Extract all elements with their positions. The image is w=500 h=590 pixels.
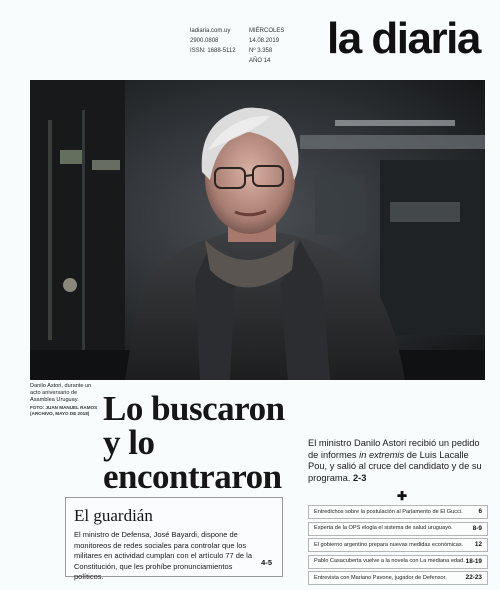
index-item[interactable] [308, 571, 488, 585]
index-item-text: Entredichos sobre la postulación al Parlamento de El Gucci. [314, 508, 463, 515]
index-item-page: 18-19 [465, 557, 482, 565]
lede-text-start: El ministro Danilo Astori recibió un pedido de informes [308, 438, 480, 460]
plus-icon: ✚ [397, 489, 408, 503]
issue-date: 14.08.2019 [249, 38, 280, 44]
index-item[interactable] [308, 555, 488, 569]
index-item-text: Entrevista con Mariano Pavone, jugador de Defensor. [314, 574, 447, 581]
index-item[interactable] [308, 522, 488, 536]
issue-number: Nº 3.358 [249, 48, 273, 54]
index-item-page: 8-9 [472, 524, 482, 532]
lede-pages: 2-3 [352, 472, 367, 483]
lede-text-end: de Luis Lacalle Pou, y salió al cruce del candidato y de su programa. [308, 449, 482, 483]
index-item[interactable] [308, 505, 488, 519]
header-contact [190, 26, 236, 56]
guardian-story-box[interactable] [65, 497, 283, 581]
caption-text: Danilo Astori, durante un acto aniversario de Asamblea Uruguay. [30, 383, 92, 403]
guardian-text: El ministro de Defensa, José Bayardi, dispone de monitoreos de redes sociales para controlar que los militares en actividad cumplan con el artículo 77 de la Constitución, que les prohíbe pronunciamientos políticos. [74, 530, 253, 581]
index-item-page: 22-23 [465, 574, 482, 582]
index-item-text: Pablo Casacuberta vuelve a la novela con La mediana edad. [314, 558, 465, 565]
phone-number: 2900.0808 [190, 38, 219, 44]
issn: ISSN: 1688-5112 [190, 48, 236, 54]
weekday: MIÉRCOLES [249, 28, 285, 34]
header-edition [249, 26, 284, 66]
guardian-pages: 4-5 [261, 558, 272, 567]
index-item-page: 12 [474, 541, 482, 549]
index-item-text: El gobierno argentino prepara nuevas medidas económicas. [314, 541, 464, 548]
story-index [308, 505, 488, 588]
issue-year: AÑO 14 [249, 58, 271, 64]
main-lede [308, 438, 488, 484]
cover-photo-illustration [30, 80, 485, 380]
index-item-text: Experta de la OPS elogia el sistema de salud uruguayo. [314, 525, 453, 532]
index-item-page: 6 [478, 508, 482, 516]
photo-credit: FOTO: JUAN MANUEL RAMOS (ARCHIVO, MAYO DE 2018) [30, 405, 98, 416]
photo-caption [30, 383, 98, 417]
masthead-logo: la diaria [327, 14, 480, 63]
site-url[interactable]: ladiaria.com.uy [190, 28, 231, 34]
main-headline[interactable]: Lo buscaron y lo encontraron [103, 389, 285, 496]
cover-photo [30, 80, 485, 380]
lede-italic: in extremis [359, 449, 405, 460]
index-item[interactable] [308, 538, 488, 552]
guardian-title: El guardián [74, 506, 153, 525]
